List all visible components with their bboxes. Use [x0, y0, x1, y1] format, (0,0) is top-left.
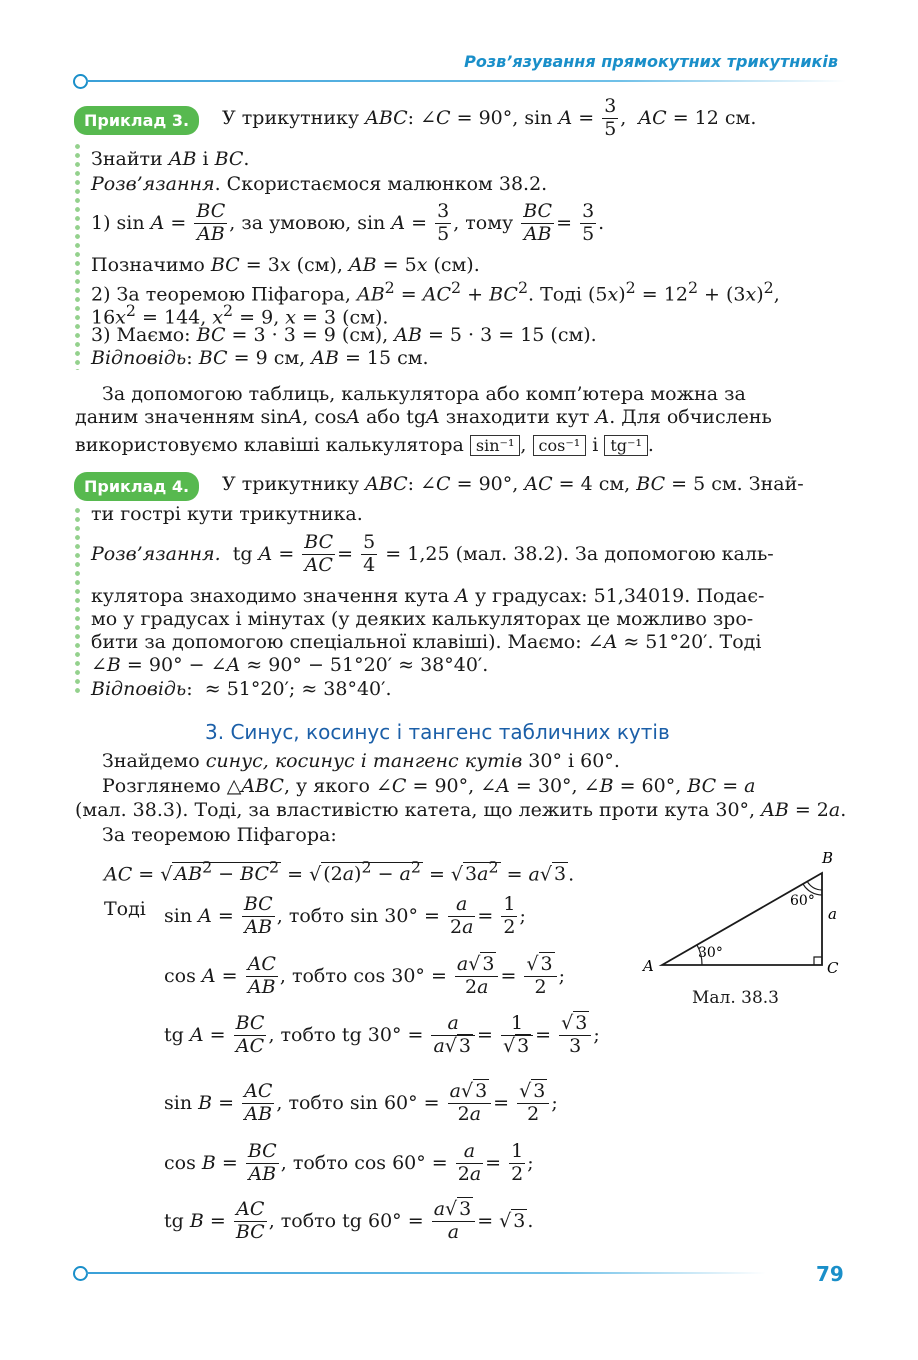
running-header: Розв’язування прямокутних трикутників: [464, 52, 838, 71]
ex4-line-3: Розв’язання. tg A = $\frac{BC}{AC}$ = $\frac{5}{4}$ = 1,25 (мал. 38.2). За допомогою каль-: [91, 531, 774, 576]
ex3-line-4: Позначимо BC = 3x (см), AB = 5x (см).: [91, 254, 480, 276]
label-a: A: [643, 957, 654, 975]
example-3-dots: [75, 142, 80, 370]
angle-b-arc: [807, 881, 822, 890]
ex3-line-6: $16x^2 = 144$, $x^2 = 9$, x = 3 (см).: [91, 301, 389, 329]
ex4-line-6: бити за допомогою спеціальної клавіші). Маємо: ∠A ≈ 51°20′. Тоді: [91, 631, 762, 653]
tg-inverse-key: tg⁻¹: [604, 435, 648, 456]
ex3-line-3: 1) sin A = $\frac{BC}{AB}$ , за умовою, sin A = $\frac{3}{5}$ , тому $\frac{BC}{AB}$ = $\frac{3}{5}$ .: [91, 200, 605, 245]
formula-cos-b: cos B = $\frac{BC}{AB}$ , тобто cos 60° = $\frac{a}{2a}$ = $\frac{1}{2}$ ;: [164, 1140, 534, 1185]
footer-rule: [86, 1272, 766, 1274]
pythagoras-formula: AC = √ $AB^2 - BC^2$ = √ $(2a)^2 - a^2$ = √ $3a^2 = a√$ 3 .: [104, 858, 575, 886]
formula-sin-b: sin B = $\frac{AC}{AB}$ , тобто sin 60° = $\frac{a√ 3}{2a}$ = $\frac{√ 3}{2}$ ;: [164, 1080, 558, 1125]
label-side-a: a: [828, 905, 837, 923]
ex4-line-5: мо у градусах і мінутах (у деяких калькуляторах це можливо зро-: [91, 608, 754, 630]
section-line-1: Знайдемо синус, косинус і тангенс кутів 30° і 60°.: [102, 750, 620, 772]
ex3-line-1: Знайти AB і BC.: [91, 148, 250, 170]
formula-cos-a: cos A = $\frac{AC}{AB}$ , тобто cos 30° = $\frac{a√ 3}{2a}$ = $\frac{√ 3}{2}$ ;: [164, 953, 566, 998]
page-number: 79: [816, 1262, 844, 1286]
paragraph-line-2: даним значенням sinA, cosA або tgA знаходити кут A. Для обчислень: [75, 406, 772, 428]
formula-tg-b: tg B = $\frac{AC}{BC}$ , тобто tg 60° = $\frac{a√ 3}{a}$ = √ 3 .: [164, 1198, 534, 1243]
example-3-badge: Приклад 3.: [74, 106, 199, 135]
ex4-line-4: кулятора знаходимо значення кута A у градусах: 51,34019. Подає-: [91, 585, 765, 607]
paragraph-line-3: використовуємо клавіші калькулятора sin⁻¹ , cos⁻¹ і tg⁻¹ .: [75, 434, 654, 456]
triangle-shape: [662, 873, 822, 965]
right-angle-mark: [814, 957, 822, 965]
example-3-intro: У трикутнику ABC: ∠C = 90°, sin A = $\frac{3}{5}$ , AC = 12 см.: [222, 95, 757, 140]
section-title: 3. Синус, косинус і тангенс табличних кутів: [205, 720, 670, 744]
section-line-3: (мал. 38.3). Тоді, за властивістю катета, що лежить проти кута 30°, AB = 2a.: [75, 799, 847, 821]
then-label: Тоді: [104, 898, 146, 920]
figure-caption: Мал. 38.3: [692, 988, 780, 1008]
label-b: B: [822, 849, 834, 867]
formula-sin-a: sin A = $\frac{BC}{AB}$ , тобто sin 30° = $\frac{a}{2a}$ = $\frac{1}{2}$ ;: [164, 893, 526, 938]
ex4-line-8: Відповідь: ≈ 51°20′; ≈ 38°40′.: [91, 678, 392, 700]
ex3-line-5: 2) За теоремою Піфагора, $AB^2 = AC^2 + BC^2$. Тоді $(5x)^2 = 12^2 + (3x)^2$,: [91, 278, 780, 306]
sin-inverse-key: sin⁻¹: [470, 435, 521, 456]
ex4-line-7: ∠B = 90° − ∠A ≈ 90° − 51°20′ ≈ 38°40′.: [91, 654, 489, 676]
section-line-4: За теоремою Піфагора:: [102, 824, 337, 846]
ex4-line-1: У трикутнику ABC: ∠C = 90°, AC = 4 см, BC = 5 см. Знай-: [222, 473, 804, 495]
formula-tg-a: tg A = $\frac{BC}{AC}$ , тобто tg 30° = $\frac{a}{a√ 3}$ = $\frac{1}{√ 3}$ = $\frac{√ 3}{3}$ ;: [164, 1012, 600, 1057]
example-4-badge: Приклад 4.: [74, 472, 199, 501]
ex3-line-7: 3) Маємо: BC = 3 · 3 = 9 (см), AB = 5 · 3 = 15 (см).: [91, 324, 597, 346]
label-angle-b: 60°: [790, 893, 815, 909]
triangle-figure: [640, 845, 850, 980]
example-4-dots: [75, 506, 80, 696]
paragraph-line-1: За допомогою таблиць, калькулятора або комп’ютера можна за: [102, 383, 746, 405]
label-c: C: [827, 959, 839, 977]
cos-inverse-key: cos⁻¹: [533, 435, 587, 456]
label-angle-a: 30°: [698, 945, 723, 961]
ex3-line-8: Відповідь: BC = 9 см, AB = 15 см.: [91, 347, 429, 369]
ex4-line-2: ти гострі кути трикутника.: [91, 503, 363, 525]
ex3-line-2: Розв’язання. Скористаємося малюнком 38.2.: [91, 173, 548, 195]
section-line-2: Розглянемо △ABC, у якого ∠C = 90°, ∠A = 30°, ∠B = 60°, BC = a: [102, 775, 756, 797]
header-rule: [86, 80, 846, 82]
